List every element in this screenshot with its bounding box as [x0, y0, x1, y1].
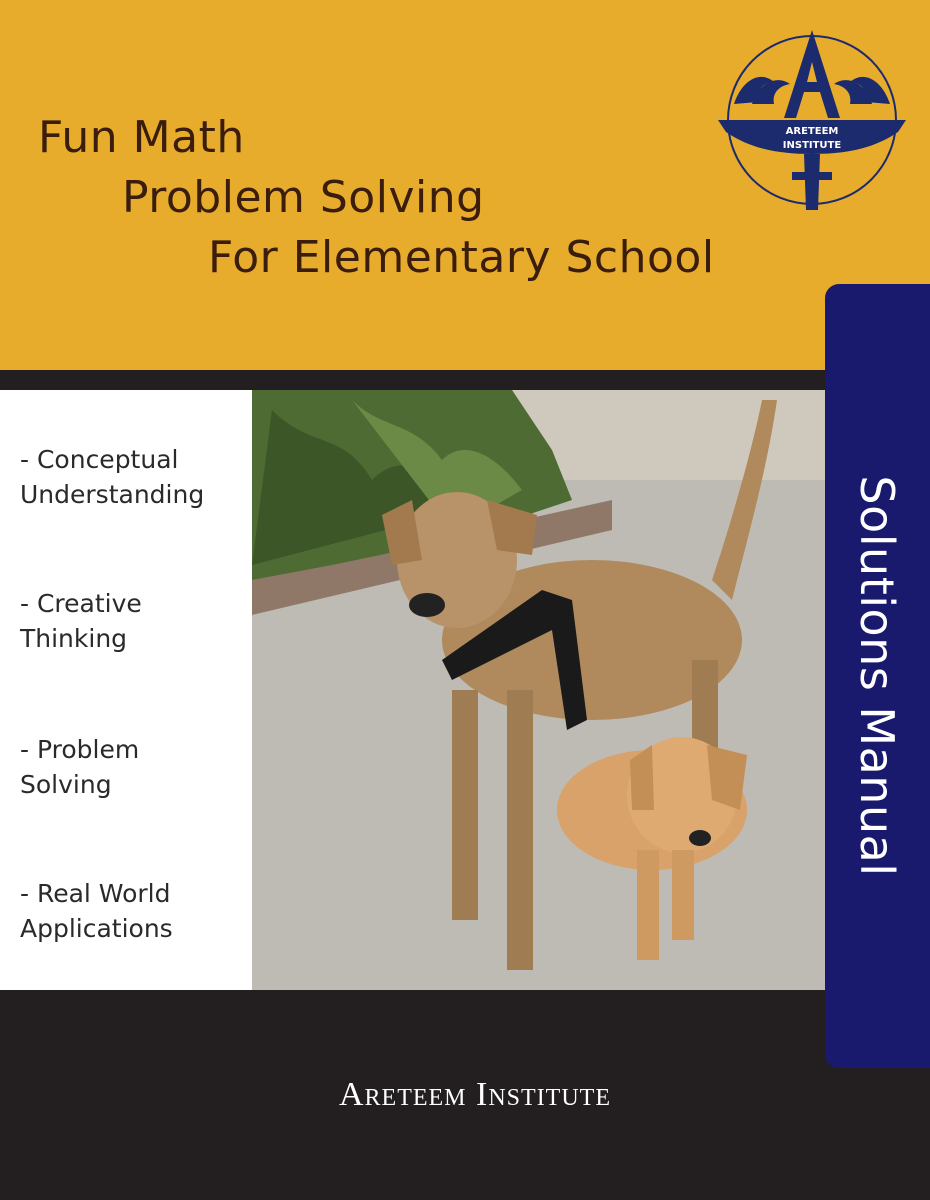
feature-list — [0, 390, 252, 990]
dogs-photo — [252, 390, 827, 990]
divider-strip — [0, 370, 930, 390]
feature-line: - Real World — [20, 879, 171, 908]
title-band — [0, 0, 930, 370]
tab-label: Solutions Manual — [850, 475, 904, 877]
feature-item — [20, 732, 139, 802]
title-line-3: For Elementary School — [208, 232, 715, 283]
feature-item — [20, 586, 142, 656]
feature-line: Understanding — [20, 480, 205, 509]
feature-item — [20, 876, 173, 946]
feature-item — [20, 442, 204, 512]
areteem-logo-icon — [712, 22, 912, 218]
publisher-name: Areteem Institute — [338, 1076, 611, 1113]
feature-line: Thinking — [20, 624, 128, 653]
title-line-2: Problem Solving — [122, 172, 485, 223]
feature-line: - Problem — [20, 735, 140, 764]
feature-line: Applications — [20, 914, 173, 943]
feature-line: Solving — [20, 770, 112, 799]
logo-text-1: ARETEEM — [785, 126, 839, 137]
feature-line: - Creative — [20, 589, 142, 618]
title-line-1: Fun Math — [38, 112, 245, 163]
feature-line: - Conceptual — [20, 445, 179, 474]
logo-text-2: INSTITUTE — [782, 140, 842, 151]
solutions-manual-tab — [825, 284, 930, 1068]
